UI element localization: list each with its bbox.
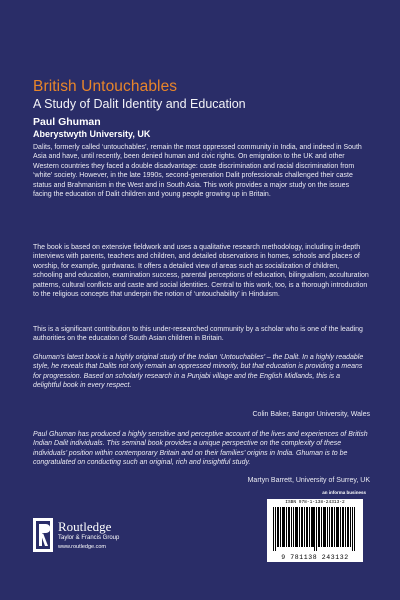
author-affiliation: Aberystwyth University, UK [33,129,151,139]
description-paragraph-2: The book is based on extensive fieldwork and uses a qualitative research methodology, including in-depth interviews with parents, teachers and children, and detailed observations in homes, schools and places of worship, for example, gurdwaras. It offers a detailed view of areas such as socialization of children, schooling and education, examination success, parental perceptions of education, bilingualism, acculturation patterns, cultural conflicts and caste and social identities. Central to this work, too, is a thorough introduction to the religious concepts that underpin the notion of ‘untouchability’ in Hinduism. [33,244,369,299]
book-subtitle: A Study of Dalit Identity and Education [33,97,246,111]
review-attribution-1: Colin Baker, Bangor University, Wales [252,411,370,418]
author-name: Paul Ghuman [33,116,101,128]
publisher-url: www.routledge.com [58,544,106,550]
barcode-bars [273,507,357,551]
description-paragraph-1: Dalits, formerly called ‘untouchables’, remain the most oppressed community in India, and indeed in South Asia and have, until recently, been denied human and civic rights. On emigration to the UK and other Western countries they faced a double disadvantage: caste discrimination and racial discrimination from ‘white’ society. However, in the late 1990s, second-generation Dalit professionals challenged their caste status and Brahmanism in the West and in South Asia. This work provides a major study on the issues facing the education of Dalit children and young people growing up in Britain. [33,144,362,199]
book-title: British Untouchables [33,78,178,95]
review-quote-1: Ghuman’s latest book is a highly original study of the Indian ‘Untouchables’ – the Dalit. In a highly readable style, he reveals that Dalits not only remain an oppressed minority, but that education is providing a means for progression. Based on scholarly research in a Punjabi village and the English Midlands, this is a delightful book in every respect. [33,354,364,390]
barcode-digits: 9 781138 243132 [281,554,349,561]
isbn-barcode [267,499,363,562]
review-attribution-2: Martyn Barrett, University of Surrey, UK [247,477,370,484]
publisher-group: Taylor & Francis Group [58,535,120,541]
publisher-name: Routledge [58,519,112,534]
description-paragraph-3: This is a significant contribution to this under-researched community by a scholar who is one of the leading authorities on the education of South Asian children in Britain. [33,326,363,343]
routledge-logo-icon [33,518,53,552]
isbn-label: ISBN 978-1-138-24313-2 [285,500,345,505]
review-quote-2: Paul Ghuman has produced a highly sensitive and perceptive account of the lives and experiences of British Indian Dalit individuals. This seminal book provides a unique perspective on the complexity of these individuals’ position within contemporary Britain and on their families’ origins in India. Ghuman is to be congratulated on conducting such an original, rich and insightful study. [33,431,368,467]
informa-tagline: an informa business [322,490,366,495]
